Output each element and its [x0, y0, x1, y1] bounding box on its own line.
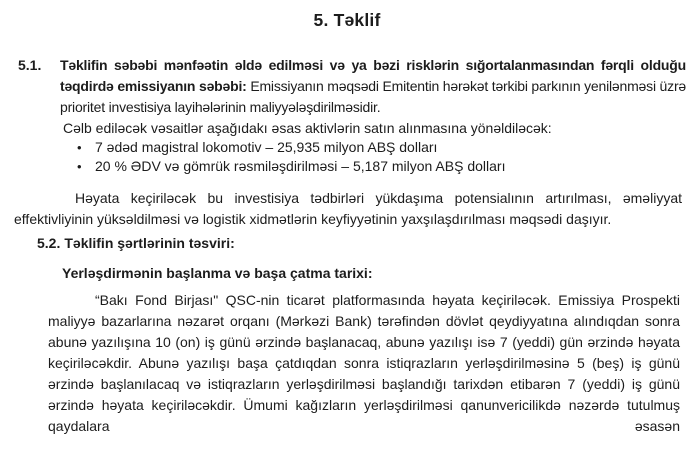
section-5-1-heading-bold-text: Təklifin səbəbi mənfəətin əldə edilməsi və ya bəzi risklərin sığortalanmasından fərqli olduğu təqdirdə emissiyanın səbəbi:: [60, 57, 686, 94]
investment-purpose-paragraph: Həyata keçiriləcək bu investisiya tədbirləri yükdaşıma potensialının artırılması, əməliyyat effektivliyinin yüksəldilməsi və logistik xidmətlərin keyfiyyətinin yaxşılaşdırılması məqsədi daşıyır.: [14, 190, 682, 227]
list-item-locomotives: • 7 ədəd magistral lokomotiv – 25,935 milyon ABŞ dolları: [73, 138, 686, 157]
section-5-1-number: 5.1.: [18, 57, 42, 73]
section-5-1-heading-normal-text: Emissiyanın məqsədi Emitentin hərəkət tərkibi parkının yenilənməsi üzrə prioritet investisiya layihələrinin maliyyələşdirilməsidir.: [60, 78, 686, 115]
section-5-1-body: [60, 55, 686, 176]
section-5-2-number: 5.2.: [37, 235, 61, 251]
list-item-vat-customs: • 20 % ƏDV və gömrük rəsmiləşdirilməsi – 5,187 milyon ABŞ dolları: [73, 157, 686, 176]
section-5-2-title: Təklifin şərtlərinin təsviri:: [64, 235, 235, 251]
section-5-1-heading-paragraph: [60, 55, 686, 118]
section-5-1: [0, 55, 694, 176]
placement-dates-subheading: Yerləşdirmənin başlanma və başa çatma tarixi:: [62, 265, 373, 281]
funds-intro-line: Cəlb ediləcək vəsaitlər aşağıdakı əsas aktivlərin satın alınmasına yönəldiləcək:: [63, 120, 552, 136]
asset-purchase-list: [60, 138, 686, 176]
placement-details-paragraph: “Bakı Fond Birjası" QSC-nin ticarət platformasında həyata keçiriləcək. Emissiya Prospekti maliyyə bazarlarına nəzarət orqanı (Mərkəzi Bank) tərəfindən dövlət qeydiyyatına alındıqdan sonra abunə yazılışına 10 (on) iş günü ərzində başlanacaq, abunə yazılışı isə 7 (yeddi) gün ərzində həyata keçiriləcəkdir. Abunə yazılışı başa çatdıqdan sonra istiqrazların yerləşdirilməsinə 5 (beş) iş günü ərzində başlanılacaq və istiqrazların yerləşdirilməsi başlandığı tarixdən etibarən 7 (yeddi) iş günü ərzində həyata keçiriləcəkdir. Ümumi kağızların yerləşdirilməsi qanunvericilikdə nəzərdə tutulmuş qaydalara əsasən: [48, 292, 680, 434]
section-5-2-heading: [37, 233, 694, 254]
page-title: 5. Təklif: [313, 10, 381, 30]
